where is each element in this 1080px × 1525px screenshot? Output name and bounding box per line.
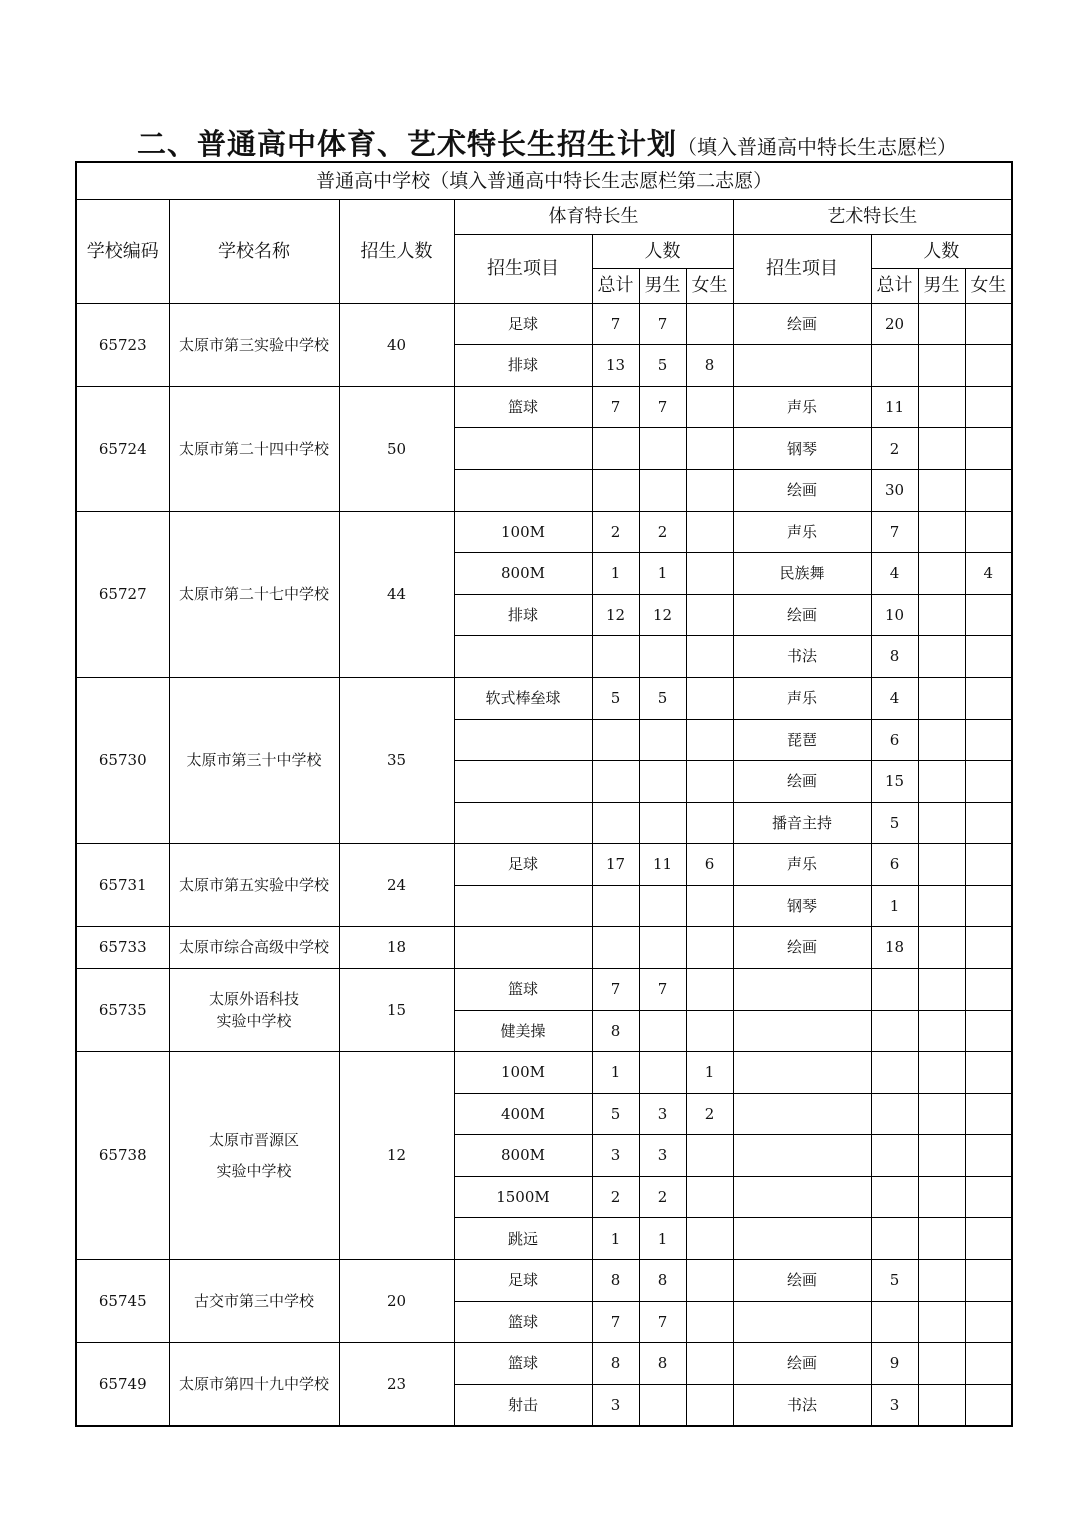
arts-male-cell [918,1176,965,1218]
header-enroll-count: 招生人数 [339,199,454,303]
enroll-count: 18 [339,927,454,969]
arts-total-cell: 3 [871,1384,918,1426]
sports-item-cell: 100M [454,511,592,553]
sports-total-cell [592,719,639,761]
arts-female-cell [965,1093,1012,1135]
sports-male-cell [639,761,686,803]
sports-male-cell: 5 [639,345,686,387]
sports-female-cell [686,1010,733,1052]
arts-total-cell: 6 [871,844,918,886]
arts-total-cell: 2 [871,428,918,470]
arts-male-cell [918,303,965,345]
sports-male-cell: 1 [639,1218,686,1260]
sports-female-cell: 1 [686,1052,733,1094]
sports-male-cell: 11 [639,844,686,886]
header-sports-item: 招生项目 [454,234,592,303]
arts-female-cell [965,844,1012,886]
sports-male-cell [639,885,686,927]
sports-total-cell: 7 [592,386,639,428]
arts-total-cell [871,1052,918,1094]
arts-male-cell [918,1301,965,1343]
sports-item-cell: 软式棒垒球 [454,677,592,719]
enroll-count: 12 [339,1052,454,1260]
school-code: 65727 [76,511,169,677]
school-code: 65731 [76,844,169,927]
arts-female-cell [965,761,1012,803]
table-row [76,1343,1012,1385]
school-name-line: 实验中学校 [216,1012,292,1031]
sports-total-cell [592,927,639,969]
arts-female-cell [965,470,1012,512]
sports-item-cell: 健美操 [454,1010,592,1052]
table-row [76,927,1012,969]
sports-total-cell [592,885,639,927]
sports-male-cell: 2 [639,1176,686,1218]
enroll-count: 24 [339,844,454,927]
sports-female-cell [686,719,733,761]
arts-male-cell [918,1135,965,1177]
sports-total-cell [592,802,639,844]
sports-item-cell: 射击 [454,1384,592,1426]
arts-male-cell [918,511,965,553]
arts-item-cell: 绘画 [733,303,871,345]
sports-total-cell: 7 [592,1301,639,1343]
sports-male-cell [639,719,686,761]
arts-male-cell [918,802,965,844]
school-name: 太原市第四十九中学校 [169,1343,339,1426]
arts-item-cell: 声乐 [733,511,871,553]
arts-total-cell: 7 [871,511,918,553]
header-arts-total: 总计 [871,268,918,303]
arts-item-cell [733,1135,871,1177]
arts-total-cell: 5 [871,802,918,844]
sports-total-cell [592,761,639,803]
sports-female-cell [686,927,733,969]
arts-total-cell [871,969,918,1011]
arts-item-cell [733,1010,871,1052]
sports-total-cell: 7 [592,969,639,1011]
arts-male-cell [918,1093,965,1135]
arts-item-cell [733,1218,871,1260]
arts-item-cell: 钢琴 [733,885,871,927]
school-name-line: 太原外语科技 [208,989,299,1008]
sports-female-cell [686,969,733,1011]
arts-female-cell [965,1135,1012,1177]
table-row [76,677,1012,719]
school-name: 太原市第三实验中学校 [169,303,339,386]
school-name-line: 实验中学校 [216,1161,292,1180]
arts-male-cell [918,1218,965,1260]
arts-item-cell: 绘画 [733,470,871,512]
arts-total-cell: 4 [871,553,918,595]
arts-female-cell [965,719,1012,761]
school-code: 65724 [76,386,169,511]
sports-male-cell: 3 [639,1093,686,1135]
sports-total-cell: 8 [592,1260,639,1302]
table-row [76,969,1012,1011]
arts-item-cell: 播音主持 [733,802,871,844]
sports-item-cell: 1500M [454,1176,592,1218]
arts-total-cell: 6 [871,719,918,761]
sports-total-cell: 3 [592,1384,639,1426]
sports-female-cell [686,677,733,719]
enroll-count: 20 [339,1260,454,1343]
sports-item-cell [454,927,592,969]
arts-female-cell [965,1301,1012,1343]
arts-total-cell: 30 [871,470,918,512]
sports-total-cell: 3 [592,1135,639,1177]
sports-item-cell [454,470,592,512]
arts-female-cell [965,1343,1012,1385]
table-row [76,303,1012,345]
table-row [76,1260,1012,1302]
sports-female-cell: 2 [686,1093,733,1135]
arts-male-cell [918,1052,965,1094]
enroll-count: 40 [339,303,454,386]
section-header: 普通高中学校（填入普通高中特长生志愿栏第二志愿） [76,162,1012,199]
sports-item-cell [454,885,592,927]
arts-total-cell [871,1010,918,1052]
header-arts-group: 艺术特长生 [733,199,1012,234]
sports-female-cell [686,885,733,927]
sports-female-cell [686,428,733,470]
sports-total-cell: 1 [592,1052,639,1094]
sports-total-cell: 5 [592,1093,639,1135]
arts-female-cell [965,386,1012,428]
arts-total-cell: 9 [871,1343,918,1385]
table-row [76,511,1012,553]
arts-item-cell: 声乐 [733,844,871,886]
page-title [137,122,957,163]
arts-female-cell [965,594,1012,636]
arts-female-cell [965,511,1012,553]
sports-total-cell [592,470,639,512]
arts-female-cell [965,1218,1012,1260]
sports-total-cell: 13 [592,345,639,387]
title-main: 二、普通高中体育、艺术特长生招生计划 [137,127,678,161]
school-name-line: 太原市晋源区 [208,1131,299,1150]
arts-female-cell [965,1010,1012,1052]
sports-female-cell [686,802,733,844]
sports-total-cell: 1 [592,1218,639,1260]
sports-female-cell: 6 [686,844,733,886]
sports-total-cell: 7 [592,303,639,345]
arts-male-cell [918,636,965,678]
enroll-count: 35 [339,677,454,843]
school-code: 65723 [76,303,169,386]
sports-male-cell: 8 [639,1260,686,1302]
header-school-code: 学校编码 [76,199,169,303]
sports-item-cell: 篮球 [454,386,592,428]
arts-item-cell: 声乐 [733,386,871,428]
arts-item-cell: 琵琶 [733,719,871,761]
sports-male-cell [639,636,686,678]
arts-total-cell [871,1301,918,1343]
header-arts-male: 男生 [918,268,965,303]
arts-male-cell [918,761,965,803]
arts-total-cell [871,345,918,387]
sports-item-cell: 篮球 [454,1343,592,1385]
arts-total-cell: 20 [871,303,918,345]
sports-male-cell: 1 [639,553,686,595]
arts-male-cell [918,345,965,387]
sports-item-cell: 足球 [454,844,592,886]
arts-total-cell: 11 [871,386,918,428]
sports-item-cell [454,719,592,761]
sports-total-cell: 1 [592,553,639,595]
arts-item-cell: 书法 [733,636,871,678]
arts-female-cell: 4 [965,553,1012,595]
arts-male-cell [918,1343,965,1385]
sports-female-cell [686,470,733,512]
header-arts-people: 人数 [871,234,1012,268]
arts-item-cell [733,1176,871,1218]
arts-female-cell [965,636,1012,678]
sports-item-cell: 400M [454,1093,592,1135]
sports-item-cell [454,636,592,678]
arts-male-cell [918,428,965,470]
sports-item-cell: 排球 [454,345,592,387]
sports-male-cell: 3 [639,1135,686,1177]
sports-female-cell [686,1301,733,1343]
school-code: 65745 [76,1260,169,1343]
sports-male-cell: 12 [639,594,686,636]
header-arts-female: 女生 [965,268,1012,303]
sports-total-cell: 2 [592,1176,639,1218]
arts-male-cell [918,844,965,886]
sports-item-cell: 800M [454,553,592,595]
sports-item-cell: 800M [454,1135,592,1177]
school-name: 太原市第五实验中学校 [169,844,339,927]
arts-total-cell: 10 [871,594,918,636]
arts-total-cell: 18 [871,927,918,969]
title-subtitle: （填入普通高中特长生志愿栏） [677,135,958,159]
sports-female-cell [686,1384,733,1426]
sports-total-cell: 8 [592,1343,639,1385]
arts-item-cell: 绘画 [733,1260,871,1302]
school-code: 65735 [76,969,169,1052]
arts-male-cell [918,719,965,761]
arts-total-cell: 15 [871,761,918,803]
arts-female-cell [965,677,1012,719]
arts-total-cell: 1 [871,885,918,927]
sports-female-cell: 8 [686,345,733,387]
school-code: 65738 [76,1052,169,1260]
school-code: 65733 [76,927,169,969]
arts-male-cell [918,969,965,1011]
sports-male-cell [639,1010,686,1052]
arts-total-cell [871,1218,918,1260]
arts-male-cell [918,470,965,512]
enroll-count: 23 [339,1343,454,1426]
arts-female-cell [965,1384,1012,1426]
arts-item-cell [733,345,871,387]
sports-total-cell: 8 [592,1010,639,1052]
sports-male-cell [639,802,686,844]
sports-male-cell: 7 [639,1301,686,1343]
sports-item-cell: 足球 [454,1260,592,1302]
arts-female-cell [965,428,1012,470]
sports-item-cell [454,761,592,803]
arts-male-cell [918,885,965,927]
sports-male-cell [639,927,686,969]
arts-item-cell: 绘画 [733,927,871,969]
header-sports-male: 男生 [639,268,686,303]
arts-total-cell [871,1176,918,1218]
sports-total-cell: 17 [592,844,639,886]
sports-male-cell: 7 [639,386,686,428]
arts-item-cell: 声乐 [733,677,871,719]
sports-item-cell: 100M [454,1052,592,1094]
enroll-count: 44 [339,511,454,677]
sports-male-cell [639,1384,686,1426]
sports-female-cell [686,594,733,636]
sports-male-cell: 8 [639,1343,686,1385]
sports-male-cell [639,470,686,512]
sports-female-cell [686,636,733,678]
arts-female-cell [965,927,1012,969]
arts-male-cell [918,927,965,969]
sports-item-cell: 足球 [454,303,592,345]
table-row [76,386,1012,428]
arts-item-cell: 绘画 [733,594,871,636]
sports-female-cell [686,1135,733,1177]
arts-item-cell: 绘画 [733,1343,871,1385]
sports-female-cell [686,386,733,428]
arts-total-cell: 8 [871,636,918,678]
arts-female-cell [965,802,1012,844]
sports-female-cell [686,761,733,803]
sports-total-cell: 12 [592,594,639,636]
arts-item-cell: 绘画 [733,761,871,803]
header-arts-item: 招生项目 [733,234,871,303]
sports-female-cell [686,511,733,553]
sports-male-cell: 5 [639,677,686,719]
sports-male-cell: 2 [639,511,686,553]
enroll-count: 50 [339,386,454,511]
arts-male-cell [918,386,965,428]
sports-female-cell [686,1176,733,1218]
arts-male-cell [918,1384,965,1426]
sports-male-cell [639,428,686,470]
school-name: 古交市第三中学校 [169,1260,339,1343]
school-name: 太原市第二十四中学校 [169,386,339,511]
header-sports-people: 人数 [592,234,733,268]
arts-item-cell [733,969,871,1011]
arts-item-cell: 民族舞 [733,553,871,595]
header-sports-total: 总计 [592,268,639,303]
arts-female-cell [965,885,1012,927]
sports-item-cell: 排球 [454,594,592,636]
sports-male-cell: 7 [639,969,686,1011]
arts-item-cell [733,1093,871,1135]
arts-female-cell [965,969,1012,1011]
arts-female-cell [965,303,1012,345]
arts-male-cell [918,1260,965,1302]
arts-female-cell [965,1176,1012,1218]
school-name: 太原市第三十中学校 [169,677,339,843]
arts-male-cell [918,594,965,636]
sports-total-cell: 5 [592,677,639,719]
arts-item-cell: 钢琴 [733,428,871,470]
sports-item-cell: 篮球 [454,1301,592,1343]
arts-item-cell [733,1052,871,1094]
arts-total-cell [871,1135,918,1177]
school-code: 65749 [76,1343,169,1426]
school-name [169,1052,339,1260]
arts-female-cell [965,1260,1012,1302]
arts-total-cell [871,1093,918,1135]
sports-female-cell [686,553,733,595]
header-sports-female: 女生 [686,268,733,303]
school-name: 太原市第二十七中学校 [169,511,339,677]
sports-female-cell [686,1343,733,1385]
table-row [76,1052,1012,1094]
enroll-count: 15 [339,969,454,1052]
sports-total-cell: 2 [592,511,639,553]
sports-female-cell [686,1260,733,1302]
arts-total-cell: 4 [871,677,918,719]
sports-item-cell: 篮球 [454,969,592,1011]
table-row [76,844,1012,886]
school-name [169,969,339,1052]
sports-item-cell [454,802,592,844]
sports-total-cell [592,428,639,470]
enrollment-plan-table [75,161,1013,1427]
sports-male-cell: 7 [639,303,686,345]
arts-item-cell [733,1301,871,1343]
sports-item-cell [454,428,592,470]
arts-total-cell: 5 [871,1260,918,1302]
arts-female-cell [965,1052,1012,1094]
arts-male-cell [918,1010,965,1052]
sports-female-cell [686,1218,733,1260]
sports-total-cell [592,636,639,678]
arts-female-cell [965,345,1012,387]
school-code: 65730 [76,677,169,843]
sports-male-cell [639,1052,686,1094]
arts-item-cell: 书法 [733,1384,871,1426]
sports-item-cell: 跳远 [454,1218,592,1260]
header-school-name: 学校名称 [169,199,339,303]
arts-male-cell [918,677,965,719]
arts-male-cell [918,553,965,595]
header-sports-group: 体育特长生 [454,199,733,234]
sports-female-cell [686,303,733,345]
school-name: 太原市综合高级中学校 [169,927,339,969]
